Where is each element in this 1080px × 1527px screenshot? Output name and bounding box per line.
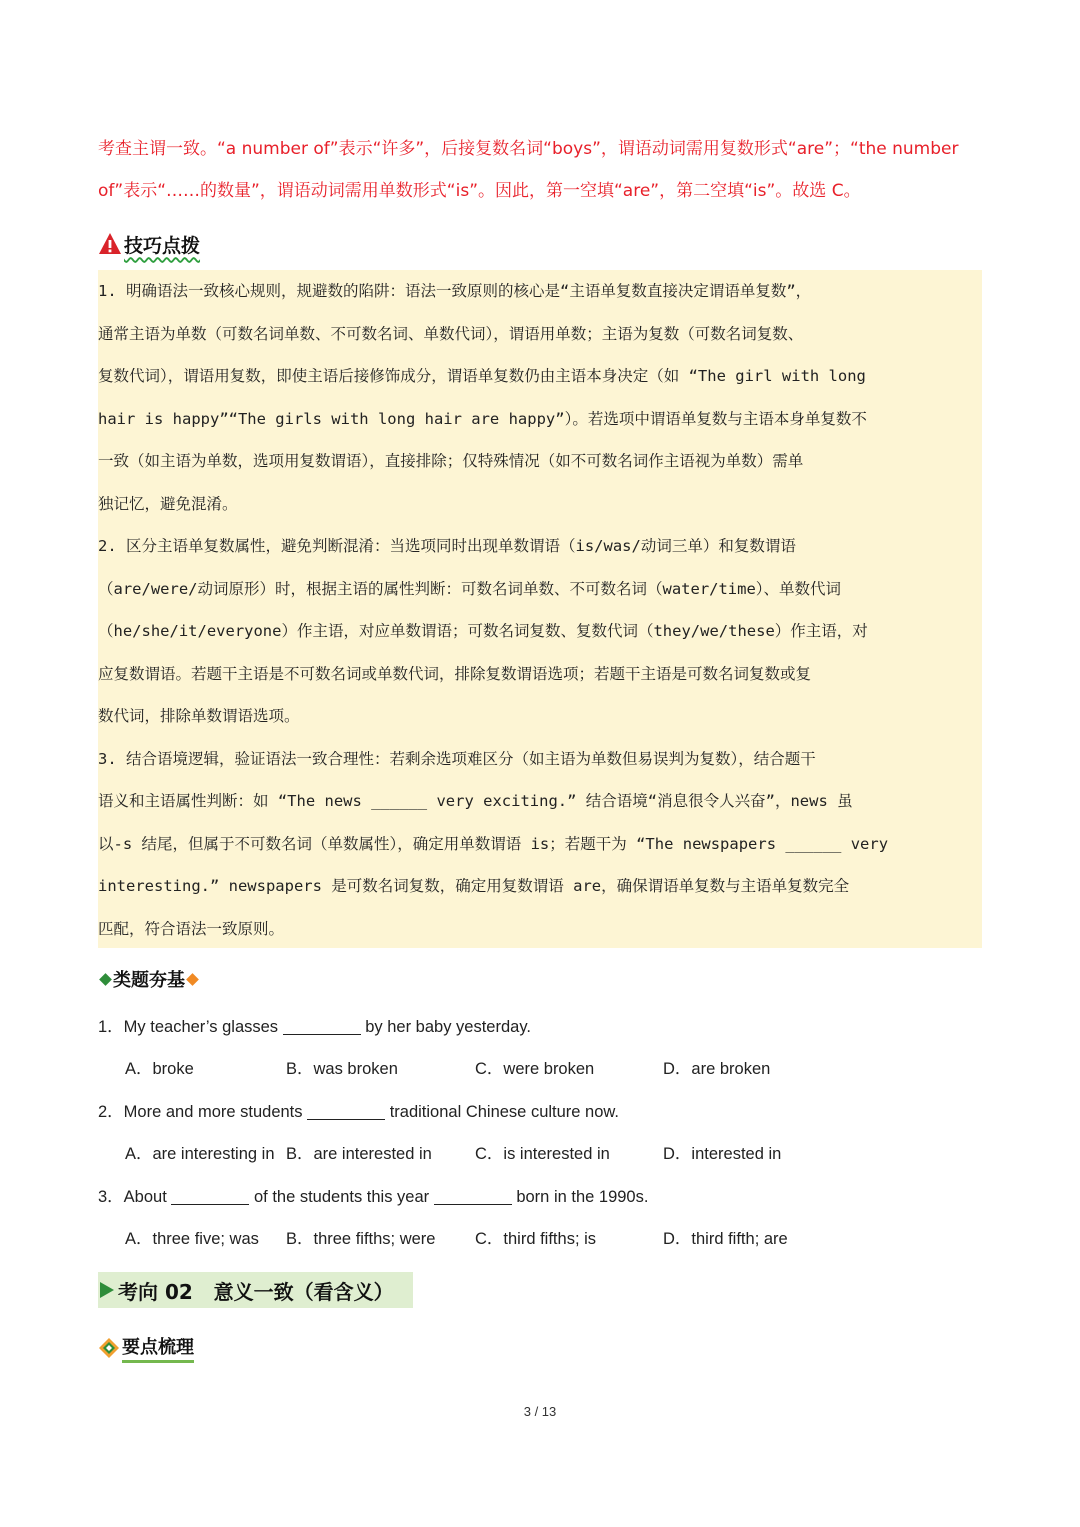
tips-line: （he/she/it/everyone）作主语，对应单数谓语；可数名词复数、复数代词（they/we/these）作主语，对 [98, 622, 868, 640]
question-text: traditional Chinese culture now. [385, 1103, 619, 1121]
tips-line: 1. 明确语法一致核心规则，规避数的陷阱：语法一致原则的核心是“主语单复数直接决定谓语单复数”， [98, 282, 812, 300]
tips-line: 语义和主语属性判断：如 “The news ______ very exciting.” 结合语境“消息很令人兴奋”，news 虽 [98, 792, 853, 810]
option-d: D．are broken [663, 1060, 771, 1078]
section-heading [98, 1272, 413, 1308]
diamond-icon [186, 973, 199, 986]
question-stem [98, 1006, 982, 1048]
tips-line: 2. 区分主语单复数属性，避免判断混淆：当选项同时出现单数谓语（is/was/动词三单）和复数谓语 [98, 537, 796, 555]
option-d: D．interested in [663, 1145, 782, 1163]
points-heading-label: 要点梳理 [122, 1333, 194, 1363]
practice-heading-label: 类题夯基 [113, 970, 185, 991]
option-c: C．third fifths; is [475, 1230, 597, 1248]
gem-icon [98, 1337, 120, 1359]
question-stem [98, 1091, 982, 1133]
tips-line: 通常主语为单数（可数名词单数、不可数名词、单数代词），谓语用单数；主语为复数（可数名词复数、 [98, 324, 804, 343]
warning-triangle-icon [98, 232, 122, 256]
option-c: C．is interested in [475, 1145, 610, 1163]
question-stem [98, 1176, 982, 1218]
tips-line: 复数代词），谓语用复数，即使主语后接修饰成分，谓语单复数仍由主语本身决定（如 “The girl with long [98, 367, 866, 385]
diamond-icon [99, 973, 112, 986]
question-text: 1．My teacher’s glasses [98, 1018, 283, 1036]
points-heading [98, 1332, 194, 1364]
page-number: 3 / 13 [523, 1404, 557, 1419]
tips-line: 独记忆，避免混淆。 [98, 494, 238, 513]
answer-analysis [98, 128, 982, 212]
tips-line: 匹配，符合语法一致原则。 [98, 919, 285, 938]
option-b: B．are interested in [286, 1145, 432, 1163]
practice-questions [98, 1006, 982, 1261]
answer-blank [171, 1186, 249, 1205]
question-options [98, 1133, 982, 1176]
option-c: C．were broken [475, 1060, 595, 1078]
question-options [98, 1048, 982, 1091]
option-a: A．three five; was [125, 1230, 259, 1248]
tips-box [98, 270, 982, 948]
tips-line: 3. 结合语境逻辑，验证语法一致合理性：若剩余选项难区分（如主语为单数但易误判为复数），结合题干 [98, 749, 816, 768]
question-text: born in the 1990s. [511, 1188, 649, 1206]
question-text: by her baby yesterday. [360, 1018, 531, 1036]
option-b: B．was broken [286, 1060, 398, 1078]
tips-line: 应复数谓语。若题干主语是不可数名词或单数代词，排除复数谓语选项；若题干主语是可数名词复数或复 [98, 664, 812, 683]
question-text: 3．About [98, 1188, 172, 1206]
tips-line: interesting.” newspapers 是可数名词复数，确定用复数谓语 are，确保谓语单复数与主语单复数完全 [98, 877, 850, 895]
answer-blank [283, 1016, 361, 1035]
option-b: B．three fifths; were [286, 1230, 436, 1248]
tips-line: 以-s 结尾，但属于不可数名词（单数属性），确定用单数谓语 is；若题干为 “The newspapers ______ very [98, 834, 889, 853]
tips-line: hair is happy”“The girls with long hair are happy”）。若选项中谓语单复数与主语本身单复数不 [98, 409, 867, 428]
tips-line: （are/were/动词原形）时，根据主语的属性判断：可数名词单数、不可数名词（water/time）、单数代词 [98, 579, 842, 598]
analysis-line: of”表示“……的数量”，谓语动词需用单数形式“is”。因此，第一空填“are”，第二空填“is”。故选 C。 [98, 181, 861, 201]
tips-heading [98, 228, 200, 260]
play-arrow-icon [100, 1282, 114, 1298]
option-a: A．are interesting in [125, 1145, 275, 1163]
tips-line: 数代词，排除单数谓语选项。 [98, 707, 300, 725]
question-text: 2．More and more students [98, 1103, 308, 1121]
tips-line: 一致（如主语为单数，选项用复数谓语），直接排除；仅特殊情况（如不可数名词作主语视为单数）需单 [98, 452, 804, 470]
answer-blank [307, 1101, 385, 1120]
analysis-line: 考查主谓一致。“a number of”表示“许多”，后接复数名词“boys”，谓语动词需用复数形式“are”；“the number [98, 139, 959, 159]
answer-blank [434, 1186, 512, 1205]
option-a: A．broke [125, 1060, 194, 1078]
section-heading-label: 考向 02 意义一致（看含义） [118, 1279, 394, 1304]
option-d: D．third fifth; are [663, 1230, 788, 1248]
question-options [98, 1218, 982, 1261]
practice-heading [98, 964, 200, 994]
question-text: of the students this year [249, 1188, 434, 1206]
tips-heading-label: 技巧点拨 [124, 234, 201, 257]
